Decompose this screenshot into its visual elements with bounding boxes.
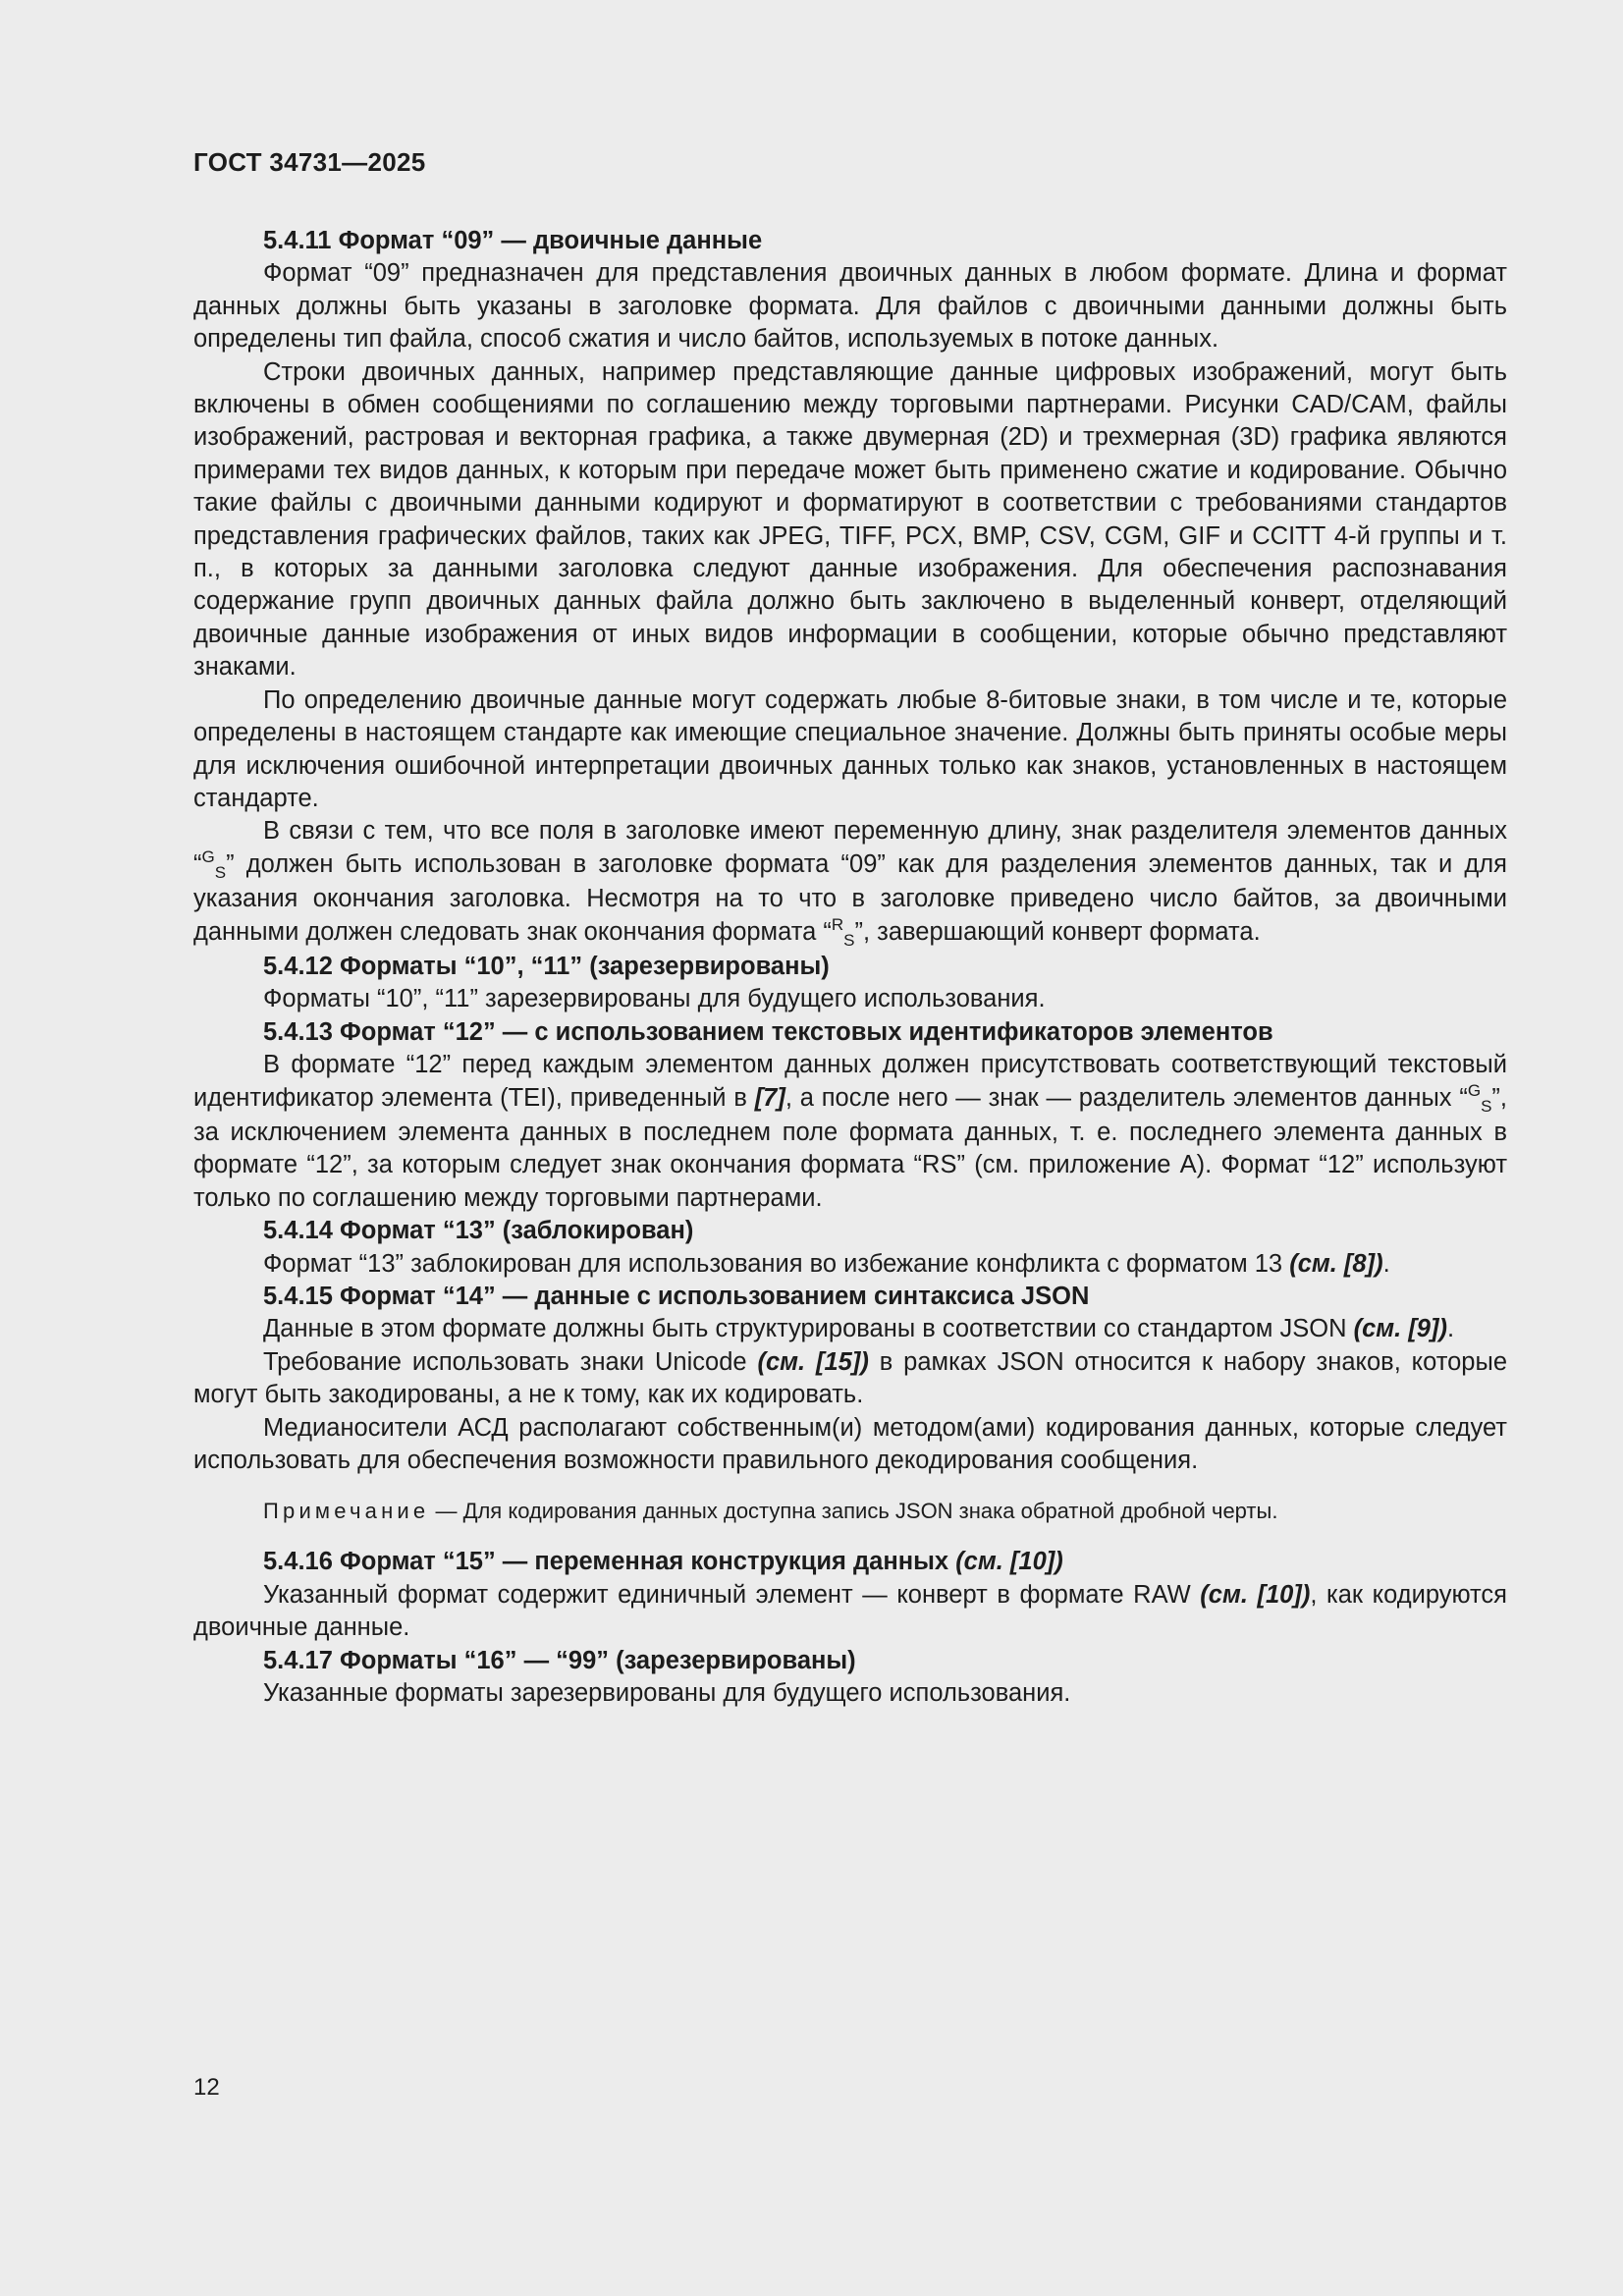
document-body: [193, 225, 1507, 1710]
paragraph-text: ” должен быть использован в заголовке формата “09” как для разделения элементов данных, так и для указания окончания заголовка. Несмотря на то что в заголовке приведено число байтов, за двоичными данными должен следовать знак окончания формата “: [193, 849, 1507, 946]
paragraph: По определению двоичные данные могут содержать любые 8-битовые знаки, в том числе и те, которые определены в настоящем стандарте как имеющие специальное значение. Должны быть приняты особые меры для исключения ошибочной интерпретации двоичных данных только как знаков, установленных в настоящем стандарте.: [193, 685, 1507, 812]
paragraph-text: .: [1446, 1315, 1455, 1343]
rs-symbol-sub: S: [843, 930, 855, 950]
section-heading-5-4-11: 5.4.11 Формат “09” — двоичные данные: [263, 227, 763, 254]
reference-link[interactable]: (см. [9]): [1353, 1315, 1447, 1343]
paragraph: [193, 1248, 1507, 1281]
gs-symbol-sub: S: [1481, 1096, 1492, 1116]
paragraph: Указанные форматы зарезервированы для будущего использования.: [263, 1679, 1071, 1708]
section-heading-5-4-16: [193, 1546, 1507, 1578]
heading-text: 5.4.16 Формат “15” — переменная конструкция данных: [263, 1548, 956, 1576]
document-header: ГОСТ 34731—2025: [193, 147, 426, 177]
reference-link[interactable]: (см. [15]): [757, 1347, 869, 1376]
section-heading-5-4-12: 5.4.12 Форматы “10”, “11” (зарезервированы): [263, 952, 830, 980]
paragraph-text: Формат “13” заблокирован для использования во избежание конфликта с форматом 13: [263, 1249, 1290, 1278]
reference-link[interactable]: (см. [10]): [955, 1548, 1063, 1576]
section-heading-5-4-17: 5.4.17 Форматы “16” — “99” (зарезервированы): [263, 1646, 856, 1674]
paragraph: Строки двоичных данных, например представляющие данные цифровых изображений, могут быть включены в обмен сообщениями по соглашению между торговыми партнерами. Рисунки CAD/CAM, файлы изображений, растровая и векторная графика, а также двумерная (2D) и трехмерная (3D) графика являются примерами тех видов данных, к которым при передаче может быть применено сжатие и кодирование. Обычно такие файлы с двоичными данными кодируют и форматируют в соответствии с требованиями стандартов представления графических файлов, таких как JPEG, TIFF, PCX, BMP, CSV, CGM, GIF и CCITT 4-й группы и т. п., в которых за данными заголовка следуют данные изображения. Для обеспечения распознавания содержание групп двоичных данных файла должно быть заключено в выделенный конверт, отделяющий двоичные данные изображения от иных видов информации в сообщении, которые обычно представляют знаками.: [193, 357, 1507, 682]
rs-symbol-sup: R: [831, 914, 844, 934]
gs-symbol-sup: G: [1467, 1080, 1482, 1100]
paragraph: Форматы “10”, “11” зарезервированы для будущего использования.: [263, 985, 1046, 1013]
gs-symbol-sub: S: [214, 862, 227, 882]
paragraph-text: Требование использовать знаки Unicode: [263, 1347, 758, 1376]
paragraph-text: ”, за исключением элемента данных в последнем поле формата данных, т. е. последнего элемента данных в формате “12”, за которым следует знак окончания формата “RS” (см. приложение А). Формат “12” используют только по соглашению между торговыми партнерами.: [193, 1083, 1507, 1212]
paragraph-text: Указанный формат содержит единичный элемент — конверт в формате RAW: [263, 1580, 1201, 1609]
paragraph: [193, 1579, 1507, 1645]
paragraph-text: В связи с тем, что все поля в заголовке имеют переменную длину, знак разделителя элементов данных “: [193, 817, 1507, 878]
gs-symbol-sup: G: [201, 847, 215, 866]
paragraph: Медианосители АСД располагают собственным(и) методом(ами) кодирования данных, которые следует использовать для обеспечения возможности правильного декодирования сообщения.: [193, 1413, 1507, 1475]
note-text: — Для кодирования данных доступна запись JSON знака обратной дробной черты.: [429, 1499, 1278, 1524]
paragraph-text: .: [1382, 1249, 1390, 1278]
section-heading-5-4-14: 5.4.14 Формат “13” (заблокирован): [263, 1217, 694, 1245]
paragraph: [193, 1313, 1507, 1345]
paragraph-text: , а после него — знак — разделитель элементов данных “: [784, 1083, 1468, 1112]
paragraph: [193, 1346, 1507, 1412]
paragraph-text: Данные в этом формате должны быть структурированы в соответствии со стандартом JSON: [263, 1315, 1354, 1343]
reference-link[interactable]: (см. [10]): [1200, 1580, 1311, 1609]
section-heading-5-4-13: 5.4.13 Формат “12” — с использованием текстовых идентификаторов элементов: [263, 1017, 1273, 1046]
section-heading-5-4-15: 5.4.15 Формат “14” — данные с использованием синтаксиса JSON: [263, 1283, 1090, 1310]
note-label: Примечание: [263, 1499, 430, 1524]
paragraph-text: В формате “12” перед каждым элементом данных должен присутствовать соответствующий текстовый идентификатор элемента (TEI), приведенный в: [193, 1051, 1507, 1112]
note: [193, 1497, 1507, 1526]
paragraph: [193, 1049, 1507, 1215]
paragraph-text: в рамках JSON относится к набору знаков, которые могут быть закодированы, а не к тому, как их кодировать.: [193, 1347, 1507, 1409]
reference-link[interactable]: [7]: [754, 1083, 785, 1112]
paragraph: [193, 815, 1507, 951]
paragraph-text: ”, завершающий конверт формата.: [854, 917, 1261, 946]
paragraph-text: , как кодируются двоичные данные.: [193, 1580, 1507, 1642]
reference-link[interactable]: (см. [8]): [1289, 1249, 1383, 1278]
page-number: 12: [193, 2074, 220, 2101]
paragraph: Формат “09” предназначен для представления двоичных данных в любом формате. Длина и формат данных должны быть указаны в заголовке формата. Для файлов с двоичными данными должны быть определены тип файла, способ сжатия и число байтов, используемых в потоке данных.: [193, 259, 1507, 354]
